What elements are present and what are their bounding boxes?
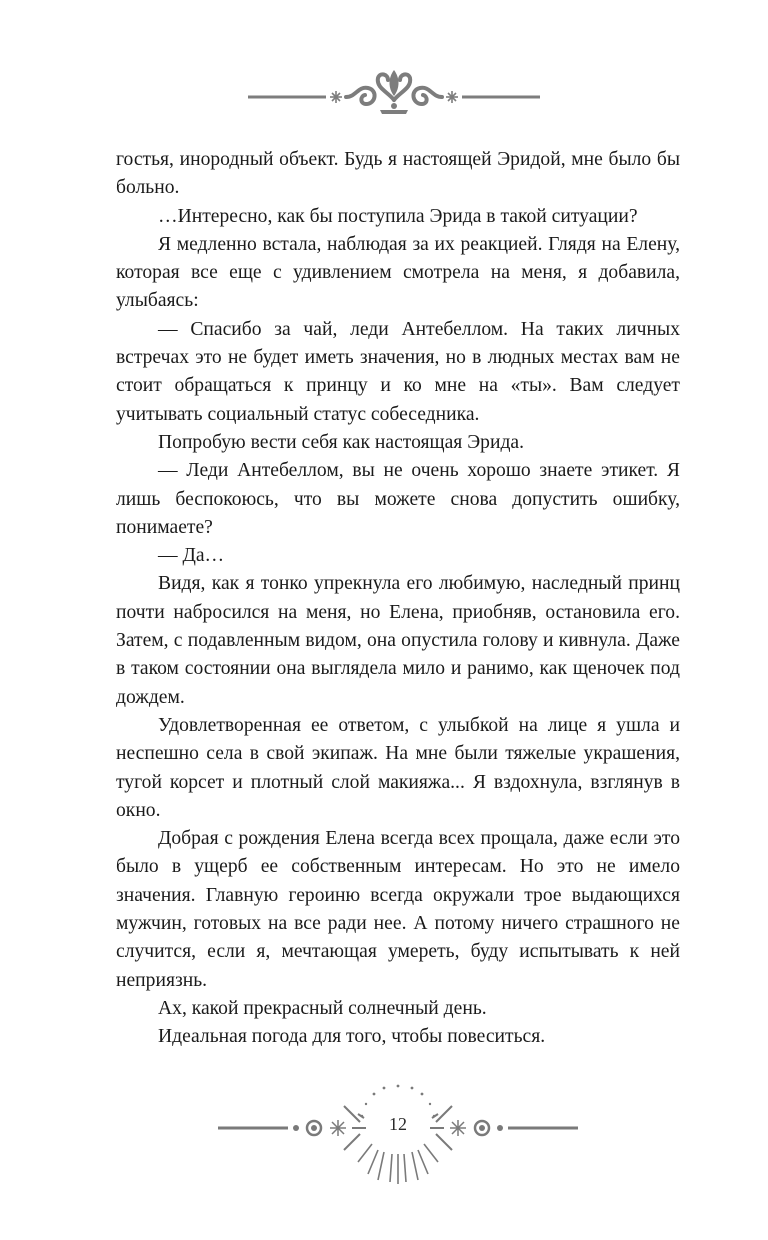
paragraph: — Да… [158,545,225,567]
paragraph: Я медленно встала, наблюдая за их реакцией. Глядя на Елену, которая все еще с удивлением смотрела на меня, я добавила, улыбаясь: [116,233,680,312]
paragraph: гостья, инородный объект. Будь я настоящей Эридой, мне было бы больно. [116,149,680,199]
paragraph: Идеальная погода для того, чтобы повеситься. [158,1026,546,1048]
page-number: 12 [389,1114,407,1134]
paragraph: …Интересно, как бы поступила Эрида в такой ситуации? [158,205,638,227]
paragraph: Попробую вести себя как настоящая Эрида. [158,431,525,453]
paragraph: — Спасибо за чай, леди Антебеллом. На таких личных встречах это не будет иметь значения, но в людных местах вам не стоит обращаться к принцу и ко мне на «ты». Вам следует учитывать социальный статус собеседника. [116,318,680,425]
body-text [116,146,680,1052]
paragraph: Добрая с рождения Елена всегда всех прощала, даже если это было в ущерб ее собственным интересам. Но это не имело значения. Главную героиню всегда окружали трое выдающихся мужчин, готовых на все ради нее. А потому ничего страшного не случится, если я, мечтающая умереть, буду испытывать к ней неприязнь. [116,828,680,991]
paragraph: Ах, какой прекрасный солнечный день. [158,997,487,1019]
paragraph: Удовлетворенная ее ответом, с улыбкой на лице я ушла и неспешно села в свой экипаж. На мне были тяжелые украшения, тугой корсет и плотный слой макияжа... Я вздохнула, взглянув в окно. [116,714,680,821]
paragraph: Видя, как я тонко упрекнула его любимую, наследный принц почти набросился на меня, но Елена, приобняв, остановила его. Затем, с подавленным видом, она опустила голову и кивнула. Даже в таком состоянии она выглядела мило и ранимо, как щеночек под дождем. [116,573,680,708]
top-fleur-ornament-icon [248,66,540,116]
paragraph: — Леди Антебеллом, вы не очень хорошо знаете этикет. Я лишь беспокоюсь, что вы можете снова допустить ошибку, понимаете? [116,460,680,538]
